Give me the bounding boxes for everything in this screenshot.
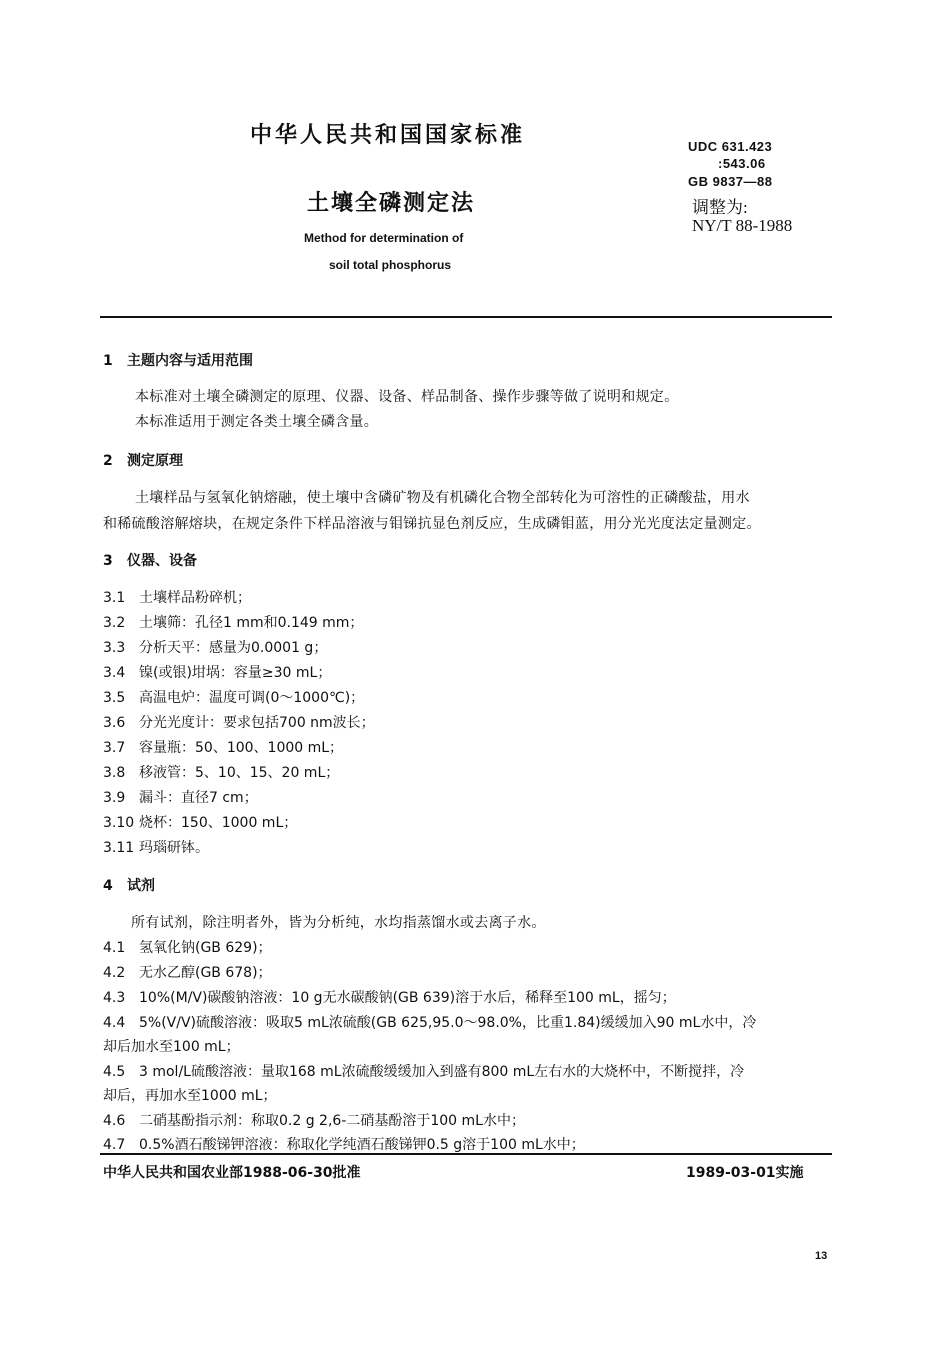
page-number: 13 (815, 1250, 828, 1262)
document-title: 土壤全磷测定法 (307, 191, 476, 216)
udc-code-cont: :543.06 (718, 156, 766, 171)
section-number: 2 (103, 453, 113, 469)
adjust-label: 调整为: (692, 198, 748, 217)
list-item: 4.5 3 mol/L硫酸溶液：量取168 mL浓硫酸缓缓加入到盛有800 mL左右水的大烧杯中，不断搅拌，冷 (103, 1064, 745, 1080)
standard-header: 中华人民共和国国家标准 (250, 123, 526, 148)
list-item: 3.6 分光光度计：要求包括700 nm波长； (103, 715, 375, 731)
paragraph: 所有试剂，除注明者外，皆为分析纯，水均指蒸馏水或去离子水。 (131, 915, 546, 931)
section-number: 4 (103, 878, 113, 894)
list-item: 4.2 无水乙醇(GB 678)； (103, 965, 272, 981)
list-item: 4.6 二硝基酚指示剂：称取0.2 g 2,6-二硝基酚溶于100 mL水中； (103, 1113, 525, 1129)
list-item-continuation: 却后，再加水至1000 mL； (103, 1088, 277, 1104)
section-title: 仪器、设备 (127, 553, 197, 569)
section-2-heading (103, 450, 183, 470)
list-item: 3.11 玛瑙研钵。 (103, 840, 209, 856)
list-item: 3.3 分析天平：感量为0.0001 g； (103, 640, 328, 656)
section-title: 主题内容与适用范围 (127, 353, 253, 369)
section-3-heading (103, 550, 197, 570)
bottom-divider (100, 1153, 832, 1155)
section-1-heading (103, 350, 253, 370)
list-item: 3.10 烧杯：150、1000 mL； (103, 815, 298, 831)
list-item: 3.1 土壤样品粉碎机； (103, 590, 251, 606)
section-title: 试剂 (127, 878, 155, 894)
approval-note: 中华人民共和国农业部1988-06-30批准 (103, 1165, 361, 1181)
list-item-continuation: 却后加水至100 mL； (103, 1039, 240, 1055)
paragraph: 本标准对土壤全磷测定的原理、仪器、设备、样品制备、操作步骤等做了说明和规定。 (135, 389, 679, 405)
english-title-line1: Method for determination of (304, 231, 464, 245)
section-4-heading (103, 875, 155, 895)
list-item: 4.1 氢氧化钠(GB 629)； (103, 940, 272, 956)
section-number: 3 (103, 553, 113, 569)
paragraph: 土壤样品与氢氧化钠熔融，使土壤中含磷矿物及有机磷化合物全部转化为可溶性的正磷酸盐，用水 (135, 490, 750, 506)
list-item: 4.3 10%(M/V)碳酸钠溶液：10 g无水碳酸钠(GB 639)溶于水后，稀释至100 mL，摇匀； (103, 990, 676, 1006)
list-item: 3.9 漏斗：直径7 cm； (103, 790, 258, 806)
paragraph: 和稀硫酸溶解熔块，在规定条件下样品溶液与钼锑抗显色剂反应，生成磷钼蓝，用分光光度法定量测定。 (103, 516, 761, 532)
list-item: 3.4 镍(或银)坩埚：容量≥30 mL； (103, 665, 332, 681)
paragraph: 本标准适用于测定各类土壤全磷含量。 (135, 414, 379, 430)
gb-code: GB 9837—88 (688, 174, 773, 189)
effective-date: 1989-03-01实施 (686, 1165, 804, 1181)
list-item: 3.7 容量瓶：50、100、1000 mL； (103, 740, 344, 756)
list-item: 4.4 5%(V/V)硫酸溶液：吸取5 mL浓硫酸(GB 625,95.0～98.0%，比重1.84)缓缓加入90 mL水中，冷 (103, 1015, 757, 1031)
english-title-line2: soil total phosphorus (329, 258, 451, 272)
list-item: 3.8 移液管：5、10、15、20 mL； (103, 765, 340, 781)
top-divider (100, 316, 832, 318)
list-item: 3.5 高温电炉：温度可调(0～1000℃)； (103, 690, 365, 706)
section-number: 1 (103, 353, 113, 369)
udc-code: UDC 631.423 (688, 139, 773, 154)
list-item: 4.7 0.5%酒石酸锑钾溶液：称取化学纯酒石酸锑钾0.5 g溶于100 mL水中； (103, 1137, 585, 1153)
section-title: 测定原理 (127, 453, 183, 469)
list-item: 3.2 土壤筛：孔径1 mm和0.149 mm； (103, 615, 364, 631)
adjust-code: NY/T 88-1988 (692, 216, 793, 235)
